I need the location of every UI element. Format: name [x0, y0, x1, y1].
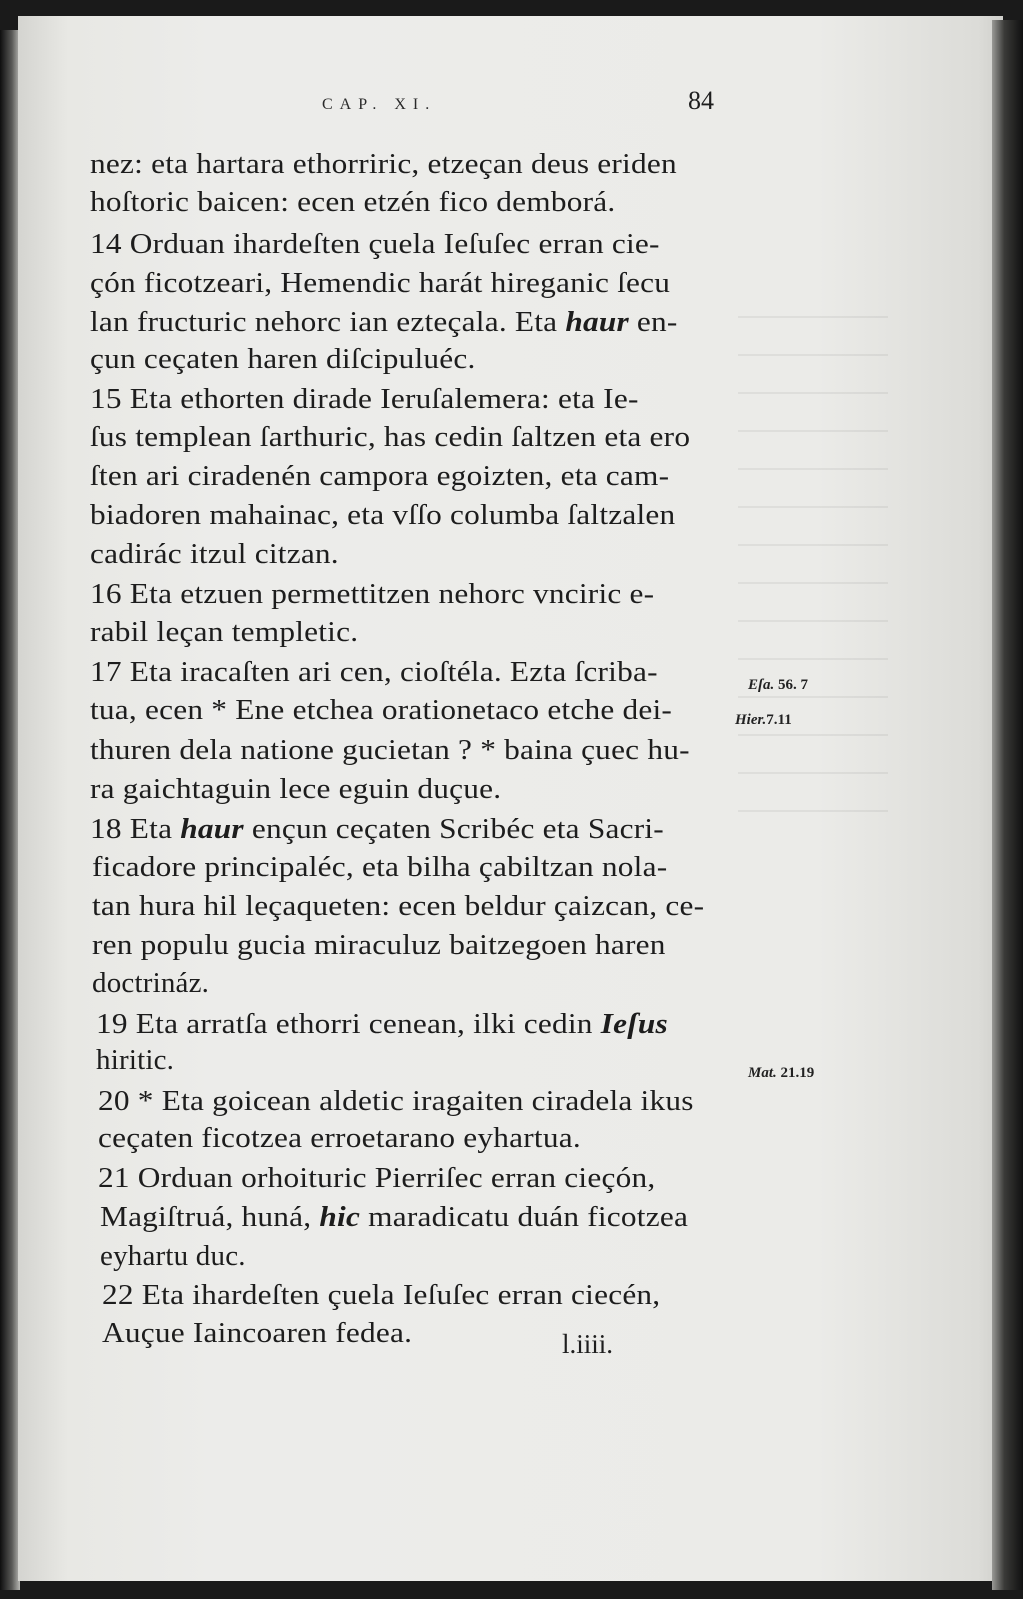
text-line: [90, 383, 639, 416]
line-segment: cadirác itzul citzan.: [90, 538, 339, 570]
page-edge: [992, 20, 1023, 1590]
text-line: [92, 851, 667, 884]
line-segment: çun ceçaten haren diſcipuluéc.: [90, 343, 476, 375]
line-segment: Auçue Iaincoaren fedea.: [102, 1317, 413, 1349]
text-line: [92, 967, 209, 1000]
running-header: CAP. XI.: [322, 96, 437, 113]
line-segment: 21 Orduan orhoituric Pierriſec erran cieçón,: [98, 1162, 656, 1194]
text-line: [90, 499, 675, 532]
line-segment: 18 Eta: [90, 813, 181, 845]
line-segment: ren populu gucia miraculuz baitzegoen haren: [92, 929, 666, 961]
line-segment: hiritic.: [96, 1044, 175, 1076]
line-segment: Magiſtruá, huná,: [100, 1201, 320, 1233]
margin-note-esa: Eſa. 56. 7: [748, 677, 808, 693]
text-line: [98, 1122, 581, 1155]
text-line: [92, 929, 666, 962]
text-line: [90, 538, 339, 571]
text-line: [90, 421, 690, 454]
text-line: [90, 228, 660, 261]
line-segment: en-: [628, 306, 678, 338]
line-segment: rabil leçan templetic.: [90, 616, 359, 648]
line-segment: ceçaten ficotzea erroetarano eyhartua.: [98, 1122, 581, 1154]
text-line: [102, 1317, 412, 1350]
text-line: [90, 578, 654, 611]
line-segment: 19 Eta arratſa ethorri cenean, ilki cedin: [96, 1008, 601, 1040]
text-line: [98, 1162, 655, 1195]
line-segment: ençun ceçaten Scribéc eta Sacri-: [243, 813, 664, 845]
text-line: [90, 186, 615, 219]
margin-note-mat: Mat. 21.19: [748, 1065, 815, 1081]
line-segment: maradicatu duán ficotzea: [360, 1201, 689, 1233]
signature-mark: l.iiii.: [562, 1329, 614, 1359]
italic-word: haur: [180, 813, 244, 845]
text-line: [90, 616, 358, 649]
line-segment: ſten ari ciradenén campora egoizten, eta cam-: [90, 460, 670, 492]
line-segment: nez: eta hartara ethorriric, etzeçan deus eriden: [90, 148, 677, 180]
text-line: [90, 813, 664, 846]
line-segment: eyhartu duc.: [100, 1240, 246, 1272]
line-segment: tua, ecen * Ene etchea orationetaco etche dei-: [90, 694, 673, 726]
text-line: [90, 694, 672, 727]
line-segment: thuren dela natione gucietan ? * baina çuec hu-: [90, 734, 690, 766]
line-segment: ſus templean ſarthuric, has cedin ſaltzen eta ero: [90, 421, 691, 453]
text-line: [90, 773, 501, 806]
text-line: [92, 890, 704, 923]
text-line: [90, 267, 670, 300]
line-segment: çón ficotzeari, Hemendic harát hireganic ſecu: [90, 267, 671, 299]
line-segment: ra gaichtaguin lece eguin duçue.: [90, 773, 502, 805]
line-segment: tan hura hil leçaqueten: ecen beldur çaizcan, ce-: [92, 890, 705, 922]
text-line: [90, 460, 669, 493]
italic-word: hic: [319, 1201, 361, 1233]
line-segment: 22 Eta ihardeſten çuela Ieſuſec erran ciecén,: [102, 1279, 661, 1311]
line-segment: 16 Eta etzuen permettitzen nehorc vnciric e-: [90, 578, 655, 610]
line-segment: 15 Eta ethorten dirade Ieruſalemera: eta Ie-: [90, 383, 639, 415]
text-line: [100, 1240, 246, 1273]
show-through-text: [738, 316, 888, 836]
margin-note-hier: Hier.7.11: [735, 712, 792, 728]
line-segment: 14 Orduan ihardeſten çuela Ieſuſec erran cie-: [90, 228, 660, 260]
text-line: [90, 306, 678, 339]
text-line: [102, 1279, 660, 1312]
line-segment: 17 Eta iracaſten ari cen, cioſtéla. Ezta ſcriba-: [90, 656, 658, 688]
line-segment: ficadore principaléc, eta bilha çabiltzan nola-: [92, 851, 668, 883]
line-segment: 20 * Eta goicean aldetic iragaiten ciradela ikus: [98, 1085, 694, 1117]
text-line: [98, 1085, 694, 1118]
line-segment: doctrináz.: [92, 967, 210, 999]
text-line: [90, 148, 677, 181]
line-segment: biadoren mahainac, eta vſſo columba ſaltzalen: [90, 499, 676, 531]
text-line: [90, 656, 658, 689]
line-segment: lan fructuric nehorc ian ezteçala. Eta: [90, 306, 566, 338]
text-line: [90, 734, 690, 767]
page-number: 84: [688, 86, 714, 115]
text-line: [90, 343, 476, 376]
text-line: [100, 1201, 688, 1234]
line-segment: hoſtoric baicen: ecen etzén fico demborá.: [90, 186, 616, 218]
text-line: [96, 1008, 668, 1041]
italic-word: haur: [565, 306, 629, 338]
text-line: [96, 1044, 174, 1077]
italic-word: Ieſus: [600, 1008, 668, 1040]
book-gutter: [0, 30, 20, 1590]
